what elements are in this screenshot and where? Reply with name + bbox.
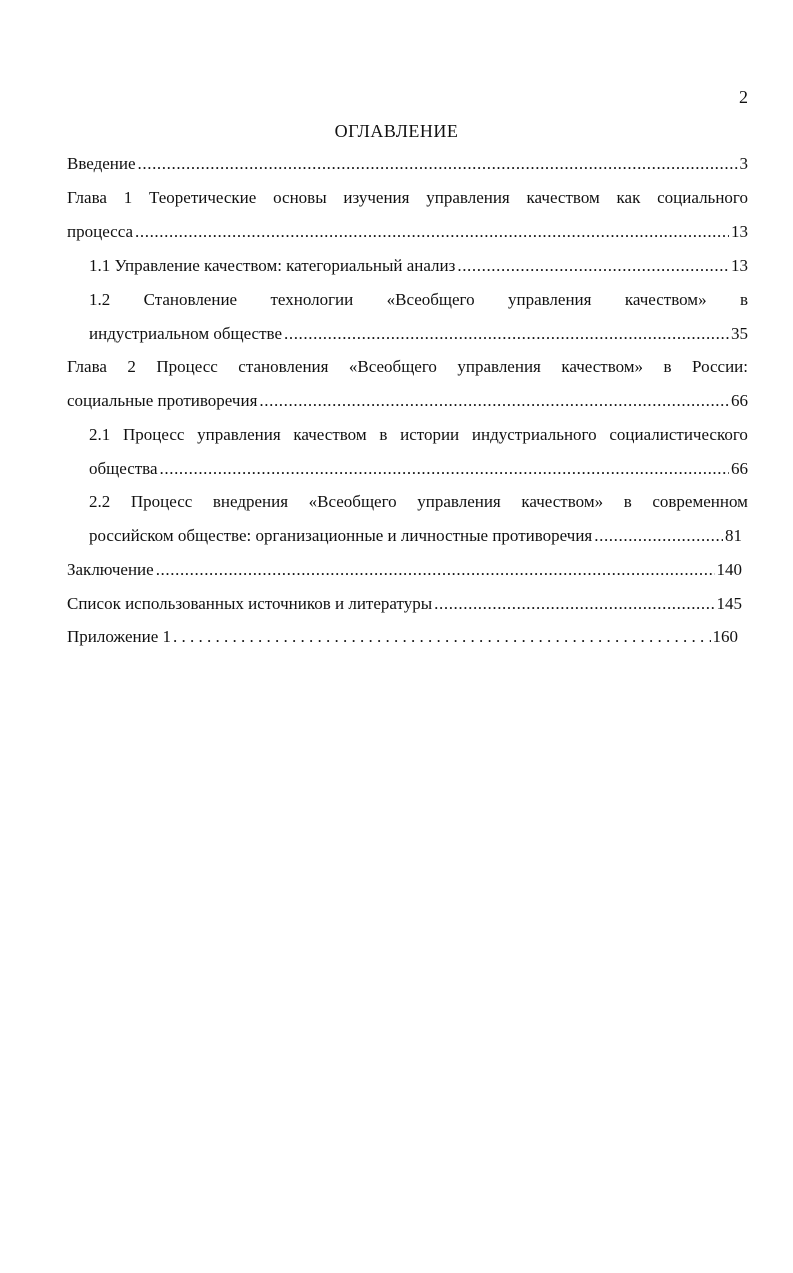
toc-entry-title: 1.1 Управление качеством: категориальный анализ	[89, 256, 456, 275]
toc-word: Глава	[67, 188, 107, 207]
toc-word: управления	[197, 425, 281, 444]
toc-word: 1.2	[89, 290, 111, 309]
toc-word: качеством	[526, 188, 600, 207]
toc-word: качеством»	[521, 492, 604, 511]
toc-word: управления	[457, 357, 541, 376]
toc-entry-title: общества	[89, 459, 158, 478]
toc-word: в	[739, 290, 748, 309]
toc-entry-page: 66	[731, 391, 748, 410]
dot-leader	[138, 153, 738, 175]
toc-word: в	[379, 425, 388, 444]
toc-entry-page: 13	[731, 256, 748, 275]
toc-entry-title: российском обществе: организационные и личностные противоречия	[89, 526, 593, 545]
toc-word: качеством	[293, 425, 367, 444]
toc-word: внедрения	[212, 492, 289, 511]
toc-word: в	[623, 492, 632, 511]
dot-leader	[173, 626, 711, 648]
toc-word: качеством»	[624, 290, 707, 309]
toc-word: управления	[507, 290, 592, 309]
toc-word: России:	[692, 357, 748, 376]
toc-entry-title: Приложение 1	[67, 627, 171, 646]
toc-word: изучения	[343, 188, 410, 207]
toc-entry-page: 35	[731, 324, 748, 343]
toc-entry-page: 3	[739, 154, 748, 173]
dot-leader	[259, 390, 729, 412]
toc-entry-section-2-1-line-2	[89, 458, 748, 480]
toc-word: современном	[652, 492, 748, 511]
toc-word: «Всеобщего	[308, 492, 397, 511]
toc-entry-title: Введение	[67, 154, 136, 173]
toc-word: становления	[238, 357, 329, 376]
toc-entry-chapter-1-line-2	[67, 221, 748, 243]
toc-word: истории	[400, 425, 460, 444]
toc-entry-title: Список использованных источников и литературы	[67, 594, 433, 613]
toc-entry-section-1-1	[89, 255, 748, 277]
toc-word: «Всеобщего	[348, 357, 437, 376]
toc-word: 2.1	[89, 425, 111, 444]
dot-leader	[284, 323, 729, 345]
toc-entry-page: 66	[731, 459, 748, 478]
toc-entry-page: 13	[731, 222, 748, 241]
dot-leader	[156, 559, 715, 581]
toc-word: индустриального	[471, 425, 597, 444]
toc-entry-section-1-2-line-1	[89, 289, 748, 311]
toc-entry-section-2-2-line-2	[89, 525, 742, 547]
toc-entry-conclusion	[67, 559, 742, 581]
toc-word: как	[616, 188, 641, 207]
toc-entry-title: процесса	[67, 222, 134, 241]
toc-word: основы	[273, 188, 327, 207]
toc-word: Становление	[143, 290, 238, 309]
toc-entry-page: 81	[725, 526, 742, 545]
toc-title: ОГЛАВЛЕНИЕ	[334, 121, 459, 141]
toc-entry-title: индустриальном обществе	[89, 324, 282, 343]
dot-leader	[160, 458, 729, 480]
toc-entry-title: социальные противоречия	[67, 391, 258, 410]
toc-word: технологии	[270, 290, 354, 309]
toc-word: управления	[426, 188, 510, 207]
toc-word: управления	[417, 492, 501, 511]
toc-entry-chapter-2-line-1	[67, 356, 748, 378]
toc-word: 2	[127, 357, 136, 376]
toc-entry-section-1-2-line-2	[89, 323, 748, 345]
toc-word: Процесс	[156, 357, 218, 376]
toc-word: Теоретические	[149, 188, 257, 207]
dot-leader	[457, 255, 729, 277]
dot-leader	[594, 525, 723, 547]
toc-word: качеством»	[561, 357, 644, 376]
page-number: 2	[739, 87, 748, 107]
toc-entry-appendix-1	[67, 626, 738, 648]
toc-word: Процесс	[130, 492, 193, 511]
toc-word: 2.2	[89, 492, 111, 511]
toc-entry-chapter-1-line-1	[67, 187, 748, 209]
toc-word: 1	[123, 188, 133, 207]
toc-entry-introduction	[67, 153, 748, 175]
toc-entry-section-2-2-line-1	[89, 491, 748, 513]
toc-entry-page: 160	[712, 627, 738, 646]
toc-word: социального	[657, 188, 748, 207]
toc-entry-section-2-1-line-1	[89, 424, 748, 446]
toc-entry-title: Заключение	[67, 560, 154, 579]
toc-entry-page: 145	[716, 594, 742, 613]
toc-word: в	[663, 357, 672, 376]
toc-word: Процесс	[122, 425, 185, 444]
toc-word: «Всеобщего	[386, 290, 475, 309]
toc-entry-chapter-2-line-2	[67, 390, 748, 412]
dot-leader	[135, 221, 729, 243]
toc-word: социалистического	[609, 425, 748, 444]
toc-word: Глава	[67, 357, 107, 376]
toc-entry-page: 140	[716, 560, 742, 579]
dot-leader	[434, 593, 714, 615]
toc-entry-references	[67, 593, 742, 615]
